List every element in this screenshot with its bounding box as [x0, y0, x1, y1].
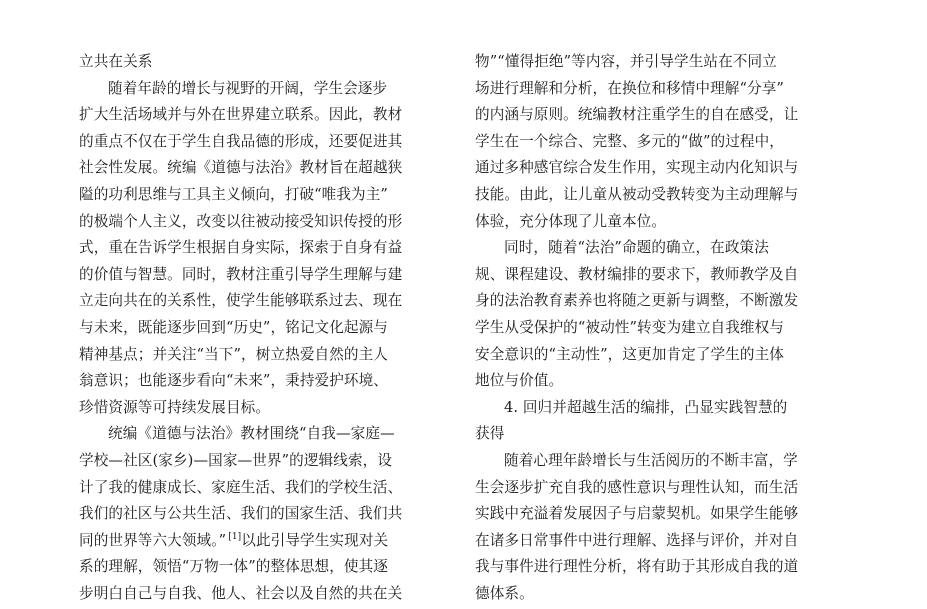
text-line: [79, 102, 441, 129]
line-text: 学校—社区(家乡)—国家—世界”的逻辑线索，设: [79, 451, 393, 469]
line-text: 实践中充溢着发展因子与启蒙契机。如果学生能够: [475, 505, 799, 523]
text-line: [475, 155, 837, 182]
text-line: [79, 235, 441, 262]
text-line: [79, 501, 441, 528]
text-line: [475, 448, 837, 475]
text-line: [79, 421, 441, 448]
text-line: [475, 129, 837, 156]
text-line: [79, 528, 441, 555]
line-text: 系的理解，领悟“万物一体”的整体思想，使其逐: [79, 558, 388, 576]
text-line: [79, 288, 441, 315]
line-text: 在诸多日常事件中进行理解、选择与评价，并对自: [475, 531, 799, 549]
text-line: [475, 235, 837, 262]
line-text: 步明白自己与自我、他人、社会以及自然的共在关: [79, 584, 403, 602]
line-text: 安全意识的“主动性”，这更加肯定了学生的主体: [475, 345, 784, 363]
text-line: [79, 581, 441, 608]
text-line: [79, 49, 441, 76]
text-line: [475, 554, 837, 581]
text-line: [79, 262, 441, 289]
line-text: 立走向共在的关系性，使学生能够联系过去、现在: [79, 292, 403, 310]
line-text: 我与事件进行理性分析，将有助于其形成自我的道: [475, 558, 799, 576]
line-text-after-ref: 以此引导学生实现对关: [241, 531, 389, 549]
left-text-column: [79, 49, 441, 607]
line-text: 随着年龄的增长与视野的开阔，学生会逐步: [108, 79, 388, 97]
text-line: [79, 129, 441, 156]
line-text: 身的法治教育素养也将随之更新与调整，不断激发: [475, 292, 799, 310]
line-text: 统编《道德与法治》教材围绕“自我—家庭—: [108, 425, 395, 443]
line-text: 隘的功利思维与工具主义倾向，打破“唯我为主”: [79, 185, 388, 203]
line-text: 通过多种感官综合发生作用，实现主动内化知识与: [475, 159, 799, 177]
text-line: [79, 155, 441, 182]
text-line: [79, 395, 441, 422]
text-line: [79, 554, 441, 581]
line-text: 的价值与智慧。同时，教材注重引导学生理解与建: [79, 265, 403, 283]
right-text-column: [475, 49, 837, 607]
line-text: 物”“懂得拒绝”等内容，并引导学生站在不同立: [475, 53, 777, 70]
line-text: 式，重在告诉学生根据自身实际，探索于自身有益: [79, 239, 403, 257]
text-line: [475, 475, 837, 502]
text-line: [475, 182, 837, 209]
line-text: 翁意识；也能逐步看向“未来”，秉持爱护环境、: [79, 372, 388, 390]
text-line: [475, 581, 837, 608]
line-text: 获得: [475, 425, 505, 443]
line-text: 规、课程建设、教材编排的要求下，教师教学及自: [475, 265, 799, 283]
line-text: 同时，随着“法治”命题的确立，在政策法: [504, 239, 769, 257]
text-line: [79, 76, 441, 103]
text-line: [475, 421, 837, 448]
text-line: [79, 209, 441, 236]
text-line: [79, 315, 441, 342]
line-text: 随着心理年龄增长与生活阅历的不断丰富，学: [504, 451, 798, 469]
text-line: [79, 342, 441, 369]
line-text: 技能。由此，让儿童从被动受教转变为主动理解与: [475, 185, 799, 203]
citation-ref: [1]: [228, 531, 242, 542]
line-text: 场进行理解和分析，在换位和移情中理解“分享”: [475, 79, 784, 97]
line-text: 学生从受保护的“被动性”转变为建立自我维权与: [475, 318, 784, 336]
line-text: 扩大生活场域并与外在世界建立联系。因此，教材: [79, 106, 403, 124]
text-line: [79, 448, 441, 475]
text-line: [475, 501, 837, 528]
text-line: [79, 368, 441, 395]
line-text: 同的世界等六大领域。”: [79, 531, 227, 549]
text-line: [475, 288, 837, 315]
text-line: [475, 262, 837, 289]
text-line: [475, 102, 837, 129]
text-line: [475, 342, 837, 369]
text-line: [475, 395, 837, 422]
line-text: 与未来，既能逐步回到“历史”，铭记文化起源与: [79, 318, 388, 336]
text-line: [79, 182, 441, 209]
text-line: [475, 49, 837, 76]
line-text: 社会性发展。统编《道德与法治》教材旨在超越狭: [79, 159, 403, 177]
text-line: [475, 528, 837, 555]
line-text: 体验，充分体现了儿童本位。: [475, 212, 667, 230]
line-text: 学生在一个综合、完整、多元的“做”的过程中，: [475, 132, 784, 150]
text-line: [79, 475, 441, 502]
text-line: [475, 315, 837, 342]
line-text: 生会逐步扩充自我的感性意识与理性认知，而生活: [475, 478, 799, 496]
text-line: [475, 209, 837, 236]
line-text: 的内涵与原则。统编教材注重学生的自在感受，让: [475, 106, 799, 124]
line-text: 的极端个人主义，改变以往被动接受知识传授的形: [79, 212, 403, 230]
line-text: 珍惜资源等可持续发展目标。: [79, 398, 271, 416]
text-line: [475, 76, 837, 103]
line-text: 计了我的健康成长、家庭生活、我们的学校生活、: [79, 478, 403, 496]
text-line: [475, 368, 837, 395]
line-text: 地位与价值。: [475, 372, 564, 390]
line-text: 精神基点；并关注“当下”，树立热爱自然的主人: [79, 345, 388, 363]
line-text: 4. 回归并超越生活的编排，凸显实践智慧的: [504, 398, 788, 416]
line-text: 立共在关系: [79, 53, 153, 70]
line-text: 我们的社区与公共生活、我们的国家生活、我们共: [79, 505, 403, 523]
line-text: 的重点不仅在于学生自我品德的形成，还要促进其: [79, 132, 403, 150]
line-text: 德体系。: [475, 584, 534, 602]
